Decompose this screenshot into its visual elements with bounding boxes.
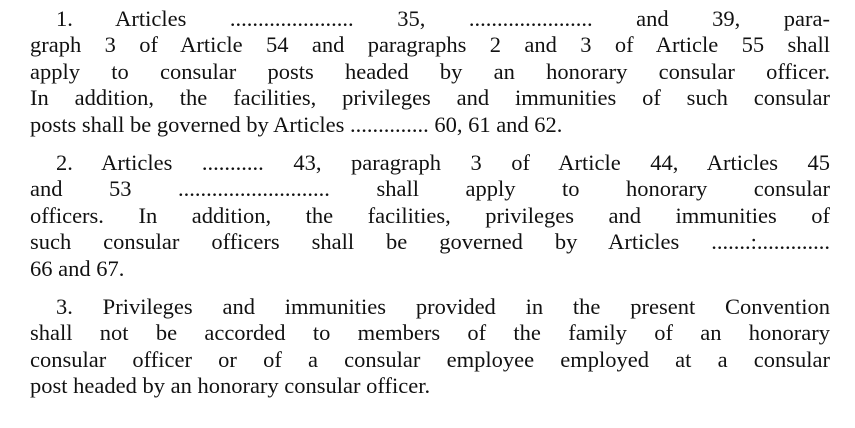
document-page [30, 6, 830, 412]
paragraph-3-line-4: post headed by an honorary consular officer. [30, 373, 431, 399]
paragraph-2-line-2: and 53 ........................... shall apply to honorary consular [30, 176, 830, 202]
paragraph-2-line-1: 2. Articles ........... 43, paragraph 3 of Article 44, Articles 45 [56, 150, 830, 176]
paragraph-3 [30, 294, 830, 400]
paragraph-1-line-4: In addition, the facilities, privileges and immunities of such consular [30, 85, 830, 111]
paragraph-1-line-5: posts shall be governed by Articles .............. 60, 61 and 62. [30, 111, 563, 137]
paragraph-3-line-1: 3. Privileges and immunities provided in the present Convention [56, 294, 830, 320]
paragraph-1-line-1: 1. Articles ...................... 35, ...................... and 39, para- [56, 6, 830, 31]
paragraph-3-line-3: consular officer or of a consular employee employed at a consular [30, 346, 830, 372]
paragraph-1-line-3: apply to consular posts headed by an honorary consular officer. [30, 58, 830, 84]
paragraph-2-line-3: officers. In addition, the facilities, privileges and immunities of [30, 202, 830, 228]
paragraph-1 [30, 6, 830, 138]
paragraph-3-line-2: shall not be accorded to members of the family of an honorary [30, 320, 830, 346]
paragraph-2 [30, 150, 830, 282]
paragraph-1-line-2: graph 3 of Article 54 and paragraphs 2 and 3 of Article 55 shall [30, 32, 830, 58]
paragraph-2-line-4: such consular officers shall be governed by Articles .......:............. [30, 229, 830, 255]
paragraph-2-line-5: 66 and 67. [30, 255, 125, 281]
